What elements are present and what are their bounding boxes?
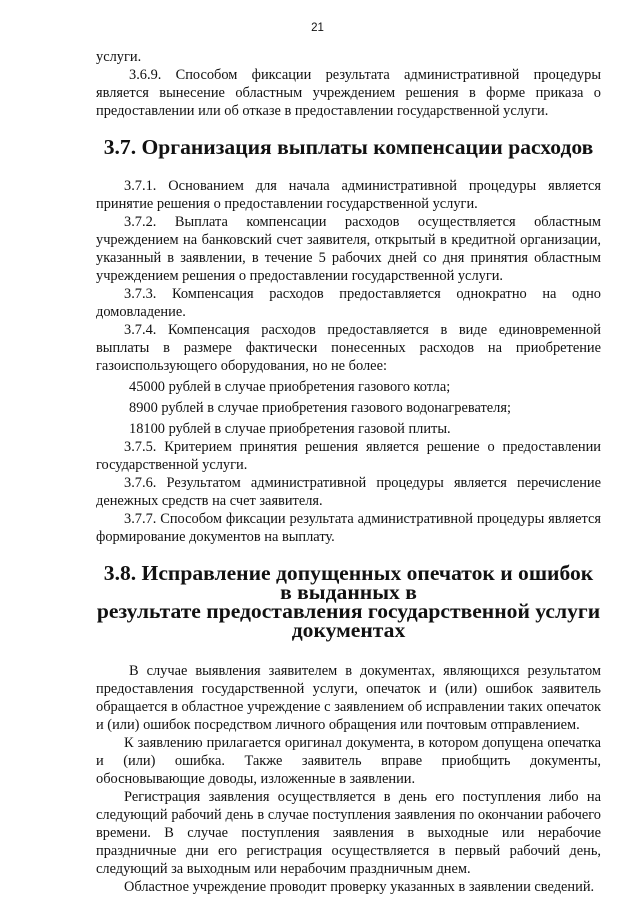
paragraph-3-7-2: 3.7.2. Выплата компенсации расходов осуществляется областным учреждением на банковский счет заявителя, открытый в кредитной организации, указанный в заявлении, в течение 5 рабочих дней со дня принятия областным учреждением решения о предоставлении государственной услуги. [96, 214, 601, 284]
list-item-boiler: 45000 рублей в случае приобретения газового котла; [129, 379, 451, 395]
paragraph-3-7-5: 3.7.5. Критерием принятия решения является решение о предоставлении государственной услуги. [96, 439, 601, 473]
paragraph-continuation: услуги. [96, 49, 142, 65]
paragraph-3-8-errors-found: В случае выявления заявителем в документах, являющихся результатом предоставления государственной услуги, опечаток и (или) ошибок заявитель обращается в областное учреждение с заявлением об исправлении таких опечаток и (или) ошибок посредством личного обращения или почтовым отправлением. [96, 663, 601, 733]
page-content [96, 48, 601, 896]
list-item-water-heater: 8900 рублей в случае приобретения газового водонагревателя; [129, 400, 511, 416]
paragraph-3-7-4: 3.7.4. Компенсация расходов предоставляется в виде единовременной выплаты в размере фактически понесенных расходов на приобретение газоиспользующего оборудования, но не более: [96, 322, 601, 374]
paragraph-3-7-6: 3.7.6. Результатом административной процедуры является перечисление денежных средств на счет заявителя. [96, 475, 601, 509]
paragraph-3-7-7: 3.7.7. Способом фиксации результата административной процедуры является формирование документов на выплату. [96, 511, 601, 545]
section-heading-3-8 [96, 561, 601, 642]
list-item-gas-stove: 18100 рублей в случае приобретения газовой плиты. [129, 421, 451, 437]
paragraph-3-8-verification: Областное учреждение проводит проверку указанных в заявлении сведений. [124, 879, 595, 895]
paragraph-3-7-3: 3.7.3. Компенсация расходов предоставляется однократно на одно домовладение. [96, 286, 601, 320]
section-heading-3-8-line2: результате предоставления государственной услуги документах [96, 599, 601, 642]
paragraph-3-6-9: 3.6.9. Способом фиксации результата административной процедуры является вынесение областным учреждением решения в форме приказа о предоставлении или об отказе в предоставлении государственной услуги. [96, 67, 601, 119]
paragraph-3-7-1: 3.7.1. Основанием для начала административной процедуры является принятие решения о предоставлении государственной услуги. [96, 178, 601, 212]
section-heading-3-8-line1: 3.8. Исправление допущенных опечаток и ошибок в выданных в [103, 561, 594, 604]
paragraph-3-8-registration: Регистрация заявления осуществляется в день его поступления либо на следующий рабочий день в случае поступления заявления по окончании рабочего времени. В случае поступления заявления в выходные или нерабочие праздничные дни его регистрация осуществляется в первый рабочий день, следующий за выходным или нерабочим праздничным днем. [96, 789, 601, 877]
paragraph-3-8-attachments: К заявлению прилагается оригинал документа, в котором допущена опечатка и (или) ошибка. Также заявитель вправе приобщить документы, обосновывающие доводы, изложенные в заявлении. [96, 735, 601, 787]
page-number: 21 [311, 22, 324, 34]
section-heading-3-7: 3.7. Организация выплаты компенсации расходов [103, 135, 594, 159]
